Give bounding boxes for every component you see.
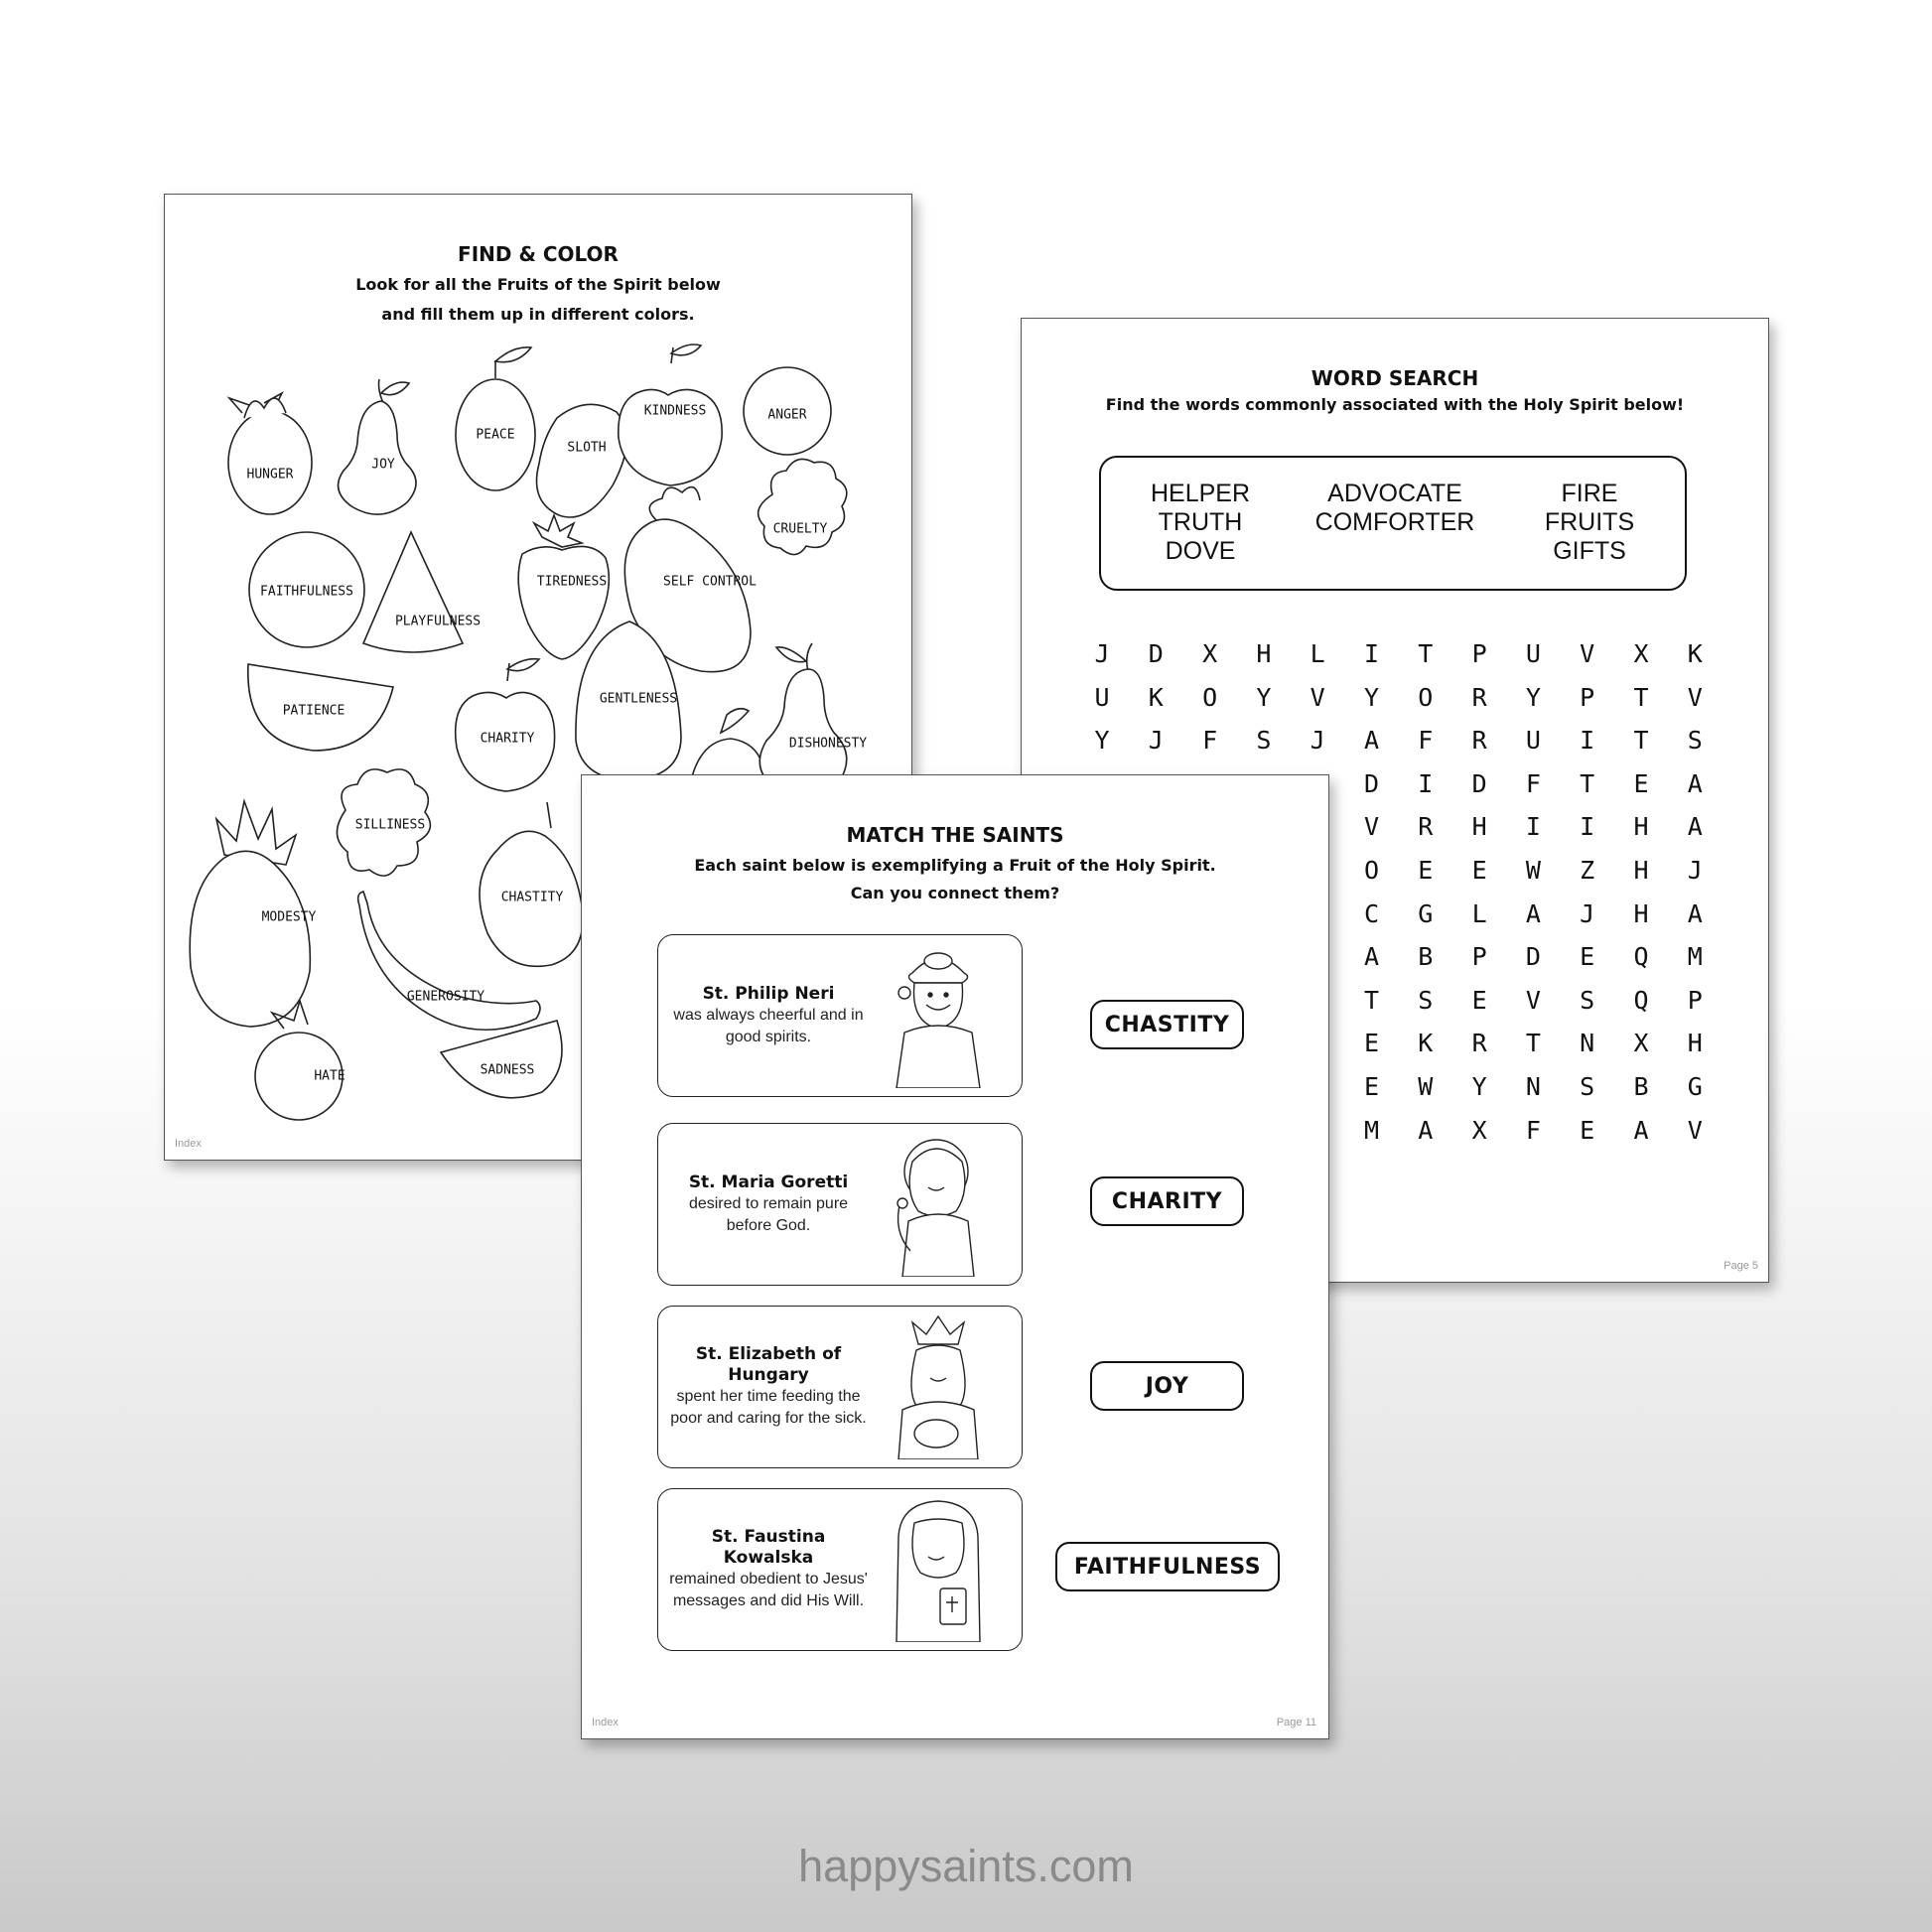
site-watermark: happysaints.com	[798, 1841, 1134, 1891]
grid-letter[interactable]: K	[1418, 1029, 1434, 1058]
grid-letter[interactable]: E	[1633, 768, 1649, 798]
grid-letter[interactable]: A	[1687, 812, 1703, 842]
grid-letter[interactable]: M	[1363, 1115, 1380, 1145]
grid-letter[interactable]: H	[1633, 898, 1649, 928]
saint-text	[666, 935, 871, 1096]
grid-letter[interactable]: Q	[1633, 985, 1649, 1015]
grid-letter[interactable]: I	[1525, 812, 1541, 842]
saint-illustration	[879, 943, 998, 1088]
fruit-option-charity[interactable]: CHARITY	[1090, 1176, 1244, 1226]
grid-letter[interactable]: D	[1525, 942, 1541, 972]
word-list-item: HELPER	[1150, 480, 1251, 507]
grid-letter[interactable]: Y	[1256, 682, 1272, 712]
fruit-label-playfulness: PLAYFULNESS	[394, 614, 482, 629]
grid-letter[interactable]: X	[1471, 1115, 1487, 1145]
saint-name: St. Philip Neri	[702, 983, 835, 1004]
grid-letter[interactable]: Y	[1471, 1072, 1487, 1101]
saint-card[interactable]	[657, 934, 1023, 1097]
grid-letter[interactable]: U	[1525, 726, 1541, 756]
saint-card[interactable]	[657, 1306, 1023, 1468]
grid-letter[interactable]: H	[1633, 812, 1649, 842]
fruit-option-faithfulness[interactable]: FAITHFULNESS	[1055, 1542, 1280, 1591]
grid-letter[interactable]: K	[1148, 682, 1164, 712]
fruit-label-kindness: KINDNESS	[643, 403, 707, 419]
saint-card[interactable]	[657, 1488, 1023, 1651]
grid-letter[interactable]: H	[1633, 856, 1649, 885]
grid-letter[interactable]: D	[1148, 639, 1164, 668]
grid-letter[interactable]: Y	[1094, 726, 1110, 756]
grid-letter[interactable]: V	[1580, 639, 1595, 668]
fruit-label-anger: ANGER	[767, 407, 807, 423]
grid-letter[interactable]: P	[1687, 985, 1703, 1015]
word-list-item: FIRE	[1561, 480, 1618, 507]
grid-letter[interactable]: B	[1633, 1072, 1649, 1101]
word-search-title: WORD SEARCH	[1311, 366, 1479, 390]
grid-letter[interactable]: V	[1687, 682, 1703, 712]
grid-letter[interactable]: V	[1310, 682, 1325, 712]
grid-letter[interactable]: I	[1363, 639, 1380, 668]
saint-name: St. Elizabeth of Hungary	[695, 1344, 842, 1385]
grid-letter[interactable]: E	[1471, 856, 1487, 885]
grid-letter[interactable]: S	[1580, 985, 1595, 1015]
grid-letter[interactable]: E	[1471, 985, 1487, 1015]
grid-letter[interactable]: B	[1418, 942, 1434, 972]
grid-letter[interactable]: T	[1633, 682, 1649, 712]
grid-letter[interactable]: J	[1580, 898, 1595, 928]
grid-letter[interactable]: M	[1687, 942, 1703, 972]
match-saints-title: MATCH THE SAINTS	[846, 823, 1064, 847]
grid-letter[interactable]: S	[1687, 726, 1703, 756]
word-search-subtitle: Find the words commonly associated with the Holy Spirit below!	[1105, 395, 1685, 414]
match-the-saints-page	[581, 774, 1329, 1739]
fruit-label-peace: PEACE	[476, 427, 515, 443]
grid-letter[interactable]: R	[1418, 812, 1434, 842]
grid-letter[interactable]: I	[1580, 726, 1595, 756]
grid-letter[interactable]: H	[1256, 639, 1272, 668]
grid-letter[interactable]: H	[1471, 812, 1487, 842]
grid-letter[interactable]: U	[1525, 639, 1541, 668]
grid-letter[interactable]: O	[1418, 682, 1434, 712]
grid-letter[interactable]: G	[1687, 1072, 1703, 1101]
grid-letter[interactable]: T	[1580, 768, 1595, 798]
grid-letter[interactable]: W	[1525, 856, 1541, 885]
grid-letter[interactable]: L	[1471, 898, 1487, 928]
grid-letter[interactable]: F	[1202, 726, 1218, 756]
fruit-label-tiredness: TIREDNESS	[536, 574, 608, 590]
grid-letter[interactable]: R	[1471, 1029, 1487, 1058]
grid-letter[interactable]: F	[1525, 768, 1541, 798]
grid-letter[interactable]: H	[1687, 1029, 1703, 1058]
grid-letter[interactable]: J	[1094, 639, 1110, 668]
grid-letter[interactable]: E	[1363, 1029, 1380, 1058]
grid-letter[interactable]: R	[1471, 726, 1487, 756]
grid-letter[interactable]: V	[1525, 985, 1541, 1015]
match-saints-footer-left: Index	[592, 1717, 619, 1728]
grid-letter[interactable]: O	[1202, 682, 1218, 712]
grid-letter[interactable]: K	[1687, 639, 1703, 668]
grid-letter[interactable]: A	[1525, 898, 1541, 928]
grid-letter[interactable]: Y	[1363, 682, 1380, 712]
saint-name: St. Faustina Kowalska	[711, 1527, 826, 1568]
word-list-item: TRUTH	[1158, 508, 1243, 536]
grid-letter[interactable]: V	[1363, 812, 1380, 842]
fruit-label-generosity: GENEROSITY	[406, 989, 485, 1005]
fruit-label-sloth: SLOTH	[567, 440, 607, 456]
saint-description: desired to remain pure before God.	[688, 1194, 849, 1234]
saint-name: St. Maria Goretti	[688, 1172, 849, 1192]
fruit-label-gentleness: GENTLENESS	[599, 691, 678, 707]
fruit-option-joy[interactable]: JOY	[1090, 1361, 1244, 1411]
word-list-item: DOVE	[1165, 537, 1236, 565]
grid-letter[interactable]: A	[1633, 1115, 1649, 1145]
grid-letter[interactable]: L	[1310, 639, 1325, 668]
grid-letter[interactable]: N	[1525, 1072, 1541, 1101]
fruit-label-dishonesty: DISHONESTY	[788, 736, 868, 752]
word-list-item: ADVOCATE	[1327, 480, 1462, 507]
match-saints-subtitle-2: Can you connect them?	[850, 884, 1060, 902]
grid-letter[interactable]: S	[1256, 726, 1272, 756]
grid-letter[interactable]: E	[1580, 1115, 1595, 1145]
grid-letter[interactable]: A	[1418, 1115, 1434, 1145]
grid-letter[interactable]: F	[1525, 1115, 1541, 1145]
saint-description: spent her time feeding the poor and caring for the sick.	[670, 1388, 867, 1427]
grid-letter[interactable]: V	[1687, 1115, 1703, 1145]
grid-letter[interactable]: C	[1363, 898, 1380, 928]
word-list-item: FRUITS	[1544, 508, 1635, 536]
grid-letter[interactable]: J	[1310, 726, 1325, 756]
saint-text	[666, 1307, 871, 1467]
grid-letter[interactable]: X	[1202, 639, 1218, 668]
grid-letter[interactable]: T	[1418, 639, 1434, 668]
grid-letter[interactable]: P	[1580, 682, 1595, 712]
grid-letter[interactable]: Z	[1580, 856, 1595, 885]
grid-letter[interactable]: U	[1094, 682, 1110, 712]
grid-letter[interactable]: R	[1471, 682, 1487, 712]
fruit-label-self-control: SELF CONTROL	[663, 574, 757, 590]
fruit-label-hunger: HUNGER	[246, 467, 294, 483]
grid-letter[interactable]: D	[1471, 768, 1487, 798]
grid-letter[interactable]: I	[1418, 768, 1434, 798]
grid-letter[interactable]: E	[1580, 942, 1595, 972]
find-color-subtitle-1: Look for all the Fruits of the Spirit below	[355, 275, 721, 294]
grid-letter[interactable]: X	[1633, 639, 1649, 668]
grid-letter[interactable]: A	[1363, 726, 1380, 756]
fruit-label-sadness: SADNESS	[480, 1062, 535, 1078]
fruit-label-silliness: SILLINESS	[354, 817, 426, 833]
grid-letter[interactable]: T	[1363, 985, 1380, 1015]
grid-letter[interactable]: S	[1580, 1072, 1595, 1101]
fruit-option-chastity[interactable]: CHASTITY	[1090, 1000, 1244, 1049]
saint-text	[666, 1124, 871, 1285]
grid-letter[interactable]: E	[1363, 1072, 1380, 1101]
grid-letter[interactable]: S	[1418, 985, 1434, 1015]
grid-letter[interactable]: X	[1633, 1029, 1649, 1058]
fruit-label-charity: CHARITY	[480, 731, 535, 747]
match-saints-footer-right: Page 11	[1276, 1717, 1316, 1728]
grid-letter[interactable]: P	[1471, 639, 1487, 668]
saint-description: remained obedient to Jesus' messages and did His Will.	[669, 1571, 868, 1609]
grid-letter[interactable]: Q	[1633, 942, 1649, 972]
grid-letter[interactable]: J	[1148, 726, 1164, 756]
grid-letter[interactable]: E	[1418, 856, 1434, 885]
fruit-label-modesty: MODESTY	[261, 909, 317, 925]
grid-letter[interactable]: I	[1580, 812, 1595, 842]
grid-letter[interactable]: A	[1363, 942, 1380, 972]
word-list-item: COMFORTER	[1314, 508, 1475, 536]
find-color-footer: Index	[175, 1138, 202, 1150]
grid-letter[interactable]: O	[1363, 856, 1380, 885]
grid-letter[interactable]: W	[1418, 1072, 1434, 1101]
fruit-label-patience: PATIENCE	[282, 703, 345, 719]
grid-letter[interactable]: N	[1580, 1029, 1595, 1058]
word-search-footer: Page 5	[1724, 1260, 1758, 1272]
grid-letter[interactable]: A	[1687, 768, 1703, 798]
grid-letter[interactable]: F	[1418, 726, 1434, 756]
word-list-item: GIFTS	[1553, 537, 1626, 565]
fruit-label-joy: JOY	[371, 457, 395, 473]
saint-illustration	[879, 1314, 998, 1459]
fruit-label-chastity: CHASTITY	[500, 890, 564, 905]
grid-letter[interactable]: T	[1525, 1029, 1541, 1058]
grid-letter[interactable]: T	[1633, 726, 1649, 756]
match-saints-subtitle-1: Each saint below is exemplifying a Fruit of the Holy Spirit.	[694, 856, 1216, 875]
fruit-label-hate: HATE	[314, 1068, 345, 1084]
grid-letter[interactable]: D	[1363, 768, 1380, 798]
grid-letter[interactable]: P	[1471, 942, 1487, 972]
find-color-subtitle-2: and fill them up in different colors.	[381, 305, 695, 324]
saint-illustration	[879, 1497, 998, 1642]
find-color-title: FIND & COLOR	[458, 242, 619, 266]
grid-letter[interactable]: A	[1687, 898, 1703, 928]
saint-text	[666, 1489, 871, 1650]
fruit-label-faithfulness: FAITHFULNESS	[260, 584, 353, 600]
grid-letter[interactable]: Y	[1525, 682, 1541, 712]
saint-description: was always cheerful and in good spirits.	[673, 1006, 864, 1045]
fruit-label-cruelty: CRUELTY	[772, 521, 828, 537]
saint-illustration	[879, 1132, 998, 1277]
grid-letter[interactable]: G	[1418, 898, 1434, 928]
grid-letter[interactable]: J	[1687, 856, 1703, 885]
saint-card[interactable]	[657, 1123, 1023, 1286]
